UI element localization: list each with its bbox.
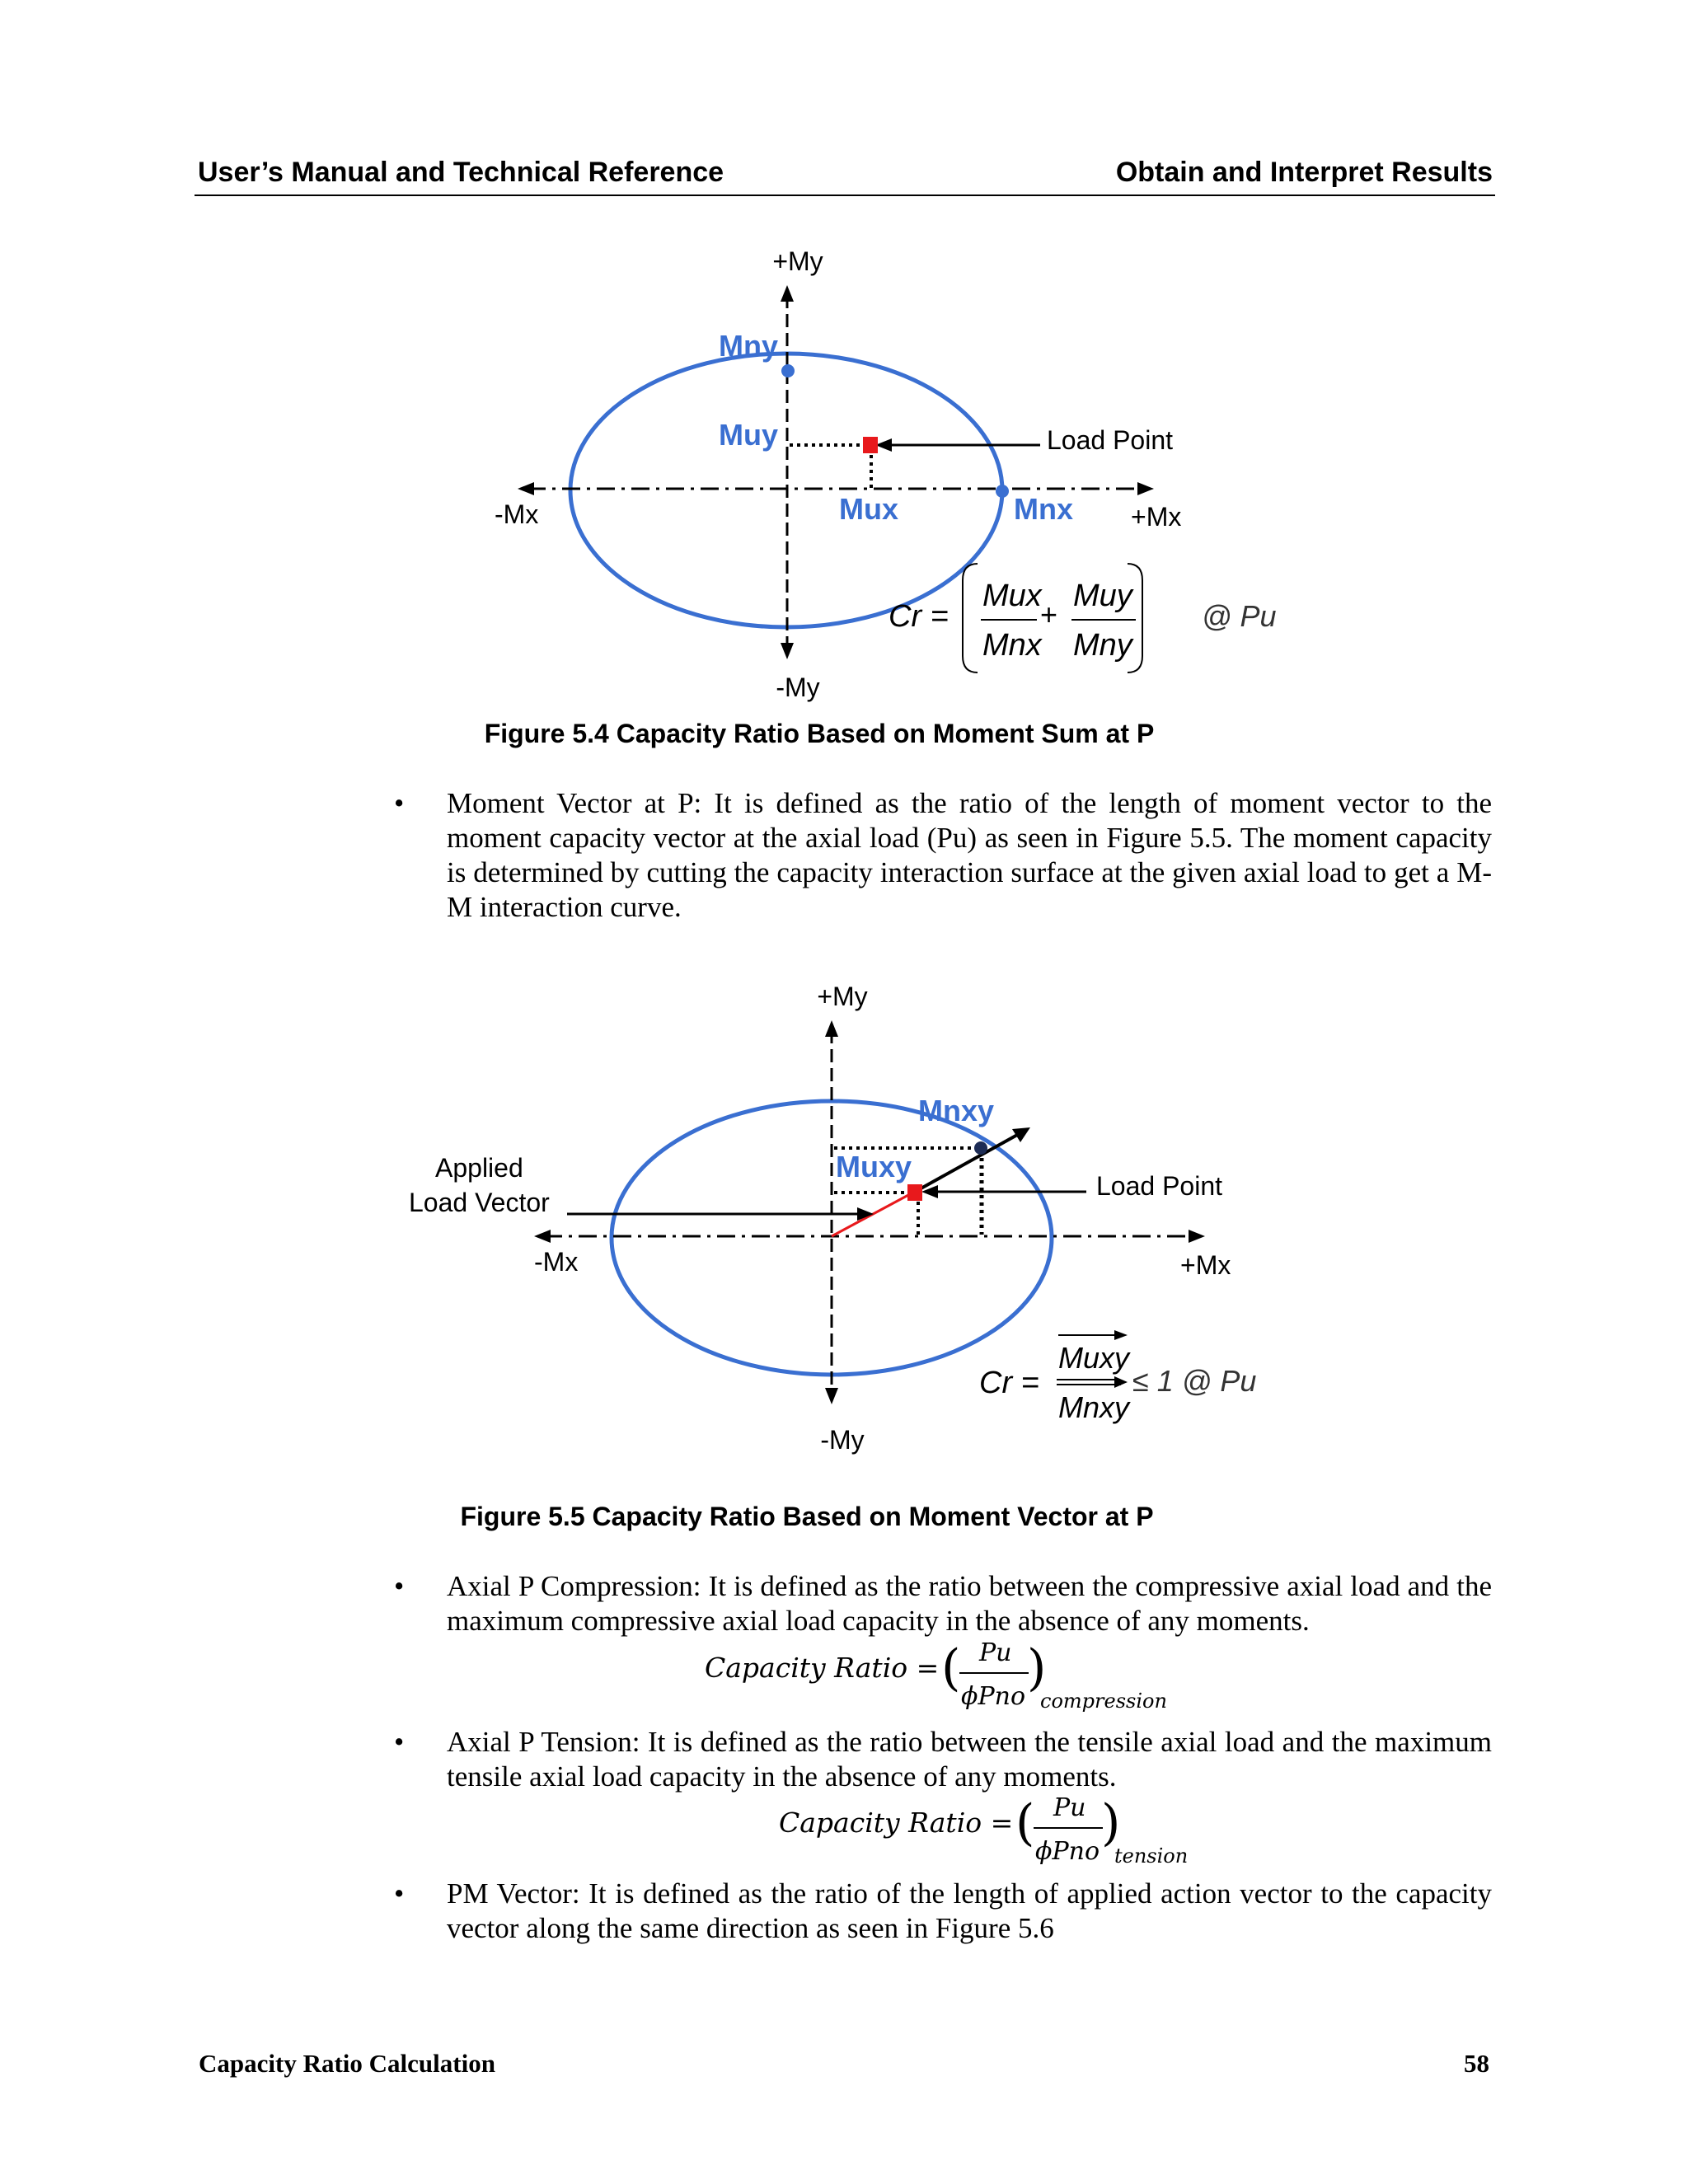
eq-compression-sub: compression (1040, 1690, 1167, 1713)
load-point-label: Load Point (1047, 425, 1174, 455)
figure-5-4-caption: Figure 5.4 Capacity Ratio Based on Moment Sum at P (484, 719, 1155, 748)
axis-label-neg-x: -Mx (534, 1247, 579, 1277)
x-axis-left-arrow (518, 482, 534, 495)
eq-compression-lhs: Capacity Ratio = (705, 1652, 940, 1684)
eq-tension-close-paren: ) (1101, 1794, 1121, 1852)
mux-label: Mux (839, 492, 898, 526)
eq-tension-num: Pu (1053, 1793, 1086, 1822)
axis-label-pos-y: +My (772, 246, 823, 276)
bullet-pm-vector-text: PM Vector: It is defined as the ratio of the length of applied action vector to the capacity vector along the same direction as seen in Figure 5.6 (447, 1877, 1492, 1944)
eq-tension-den: ϕPno (1035, 1837, 1100, 1866)
footer-section-title: Capacity Ratio Calculation (199, 2049, 495, 2078)
figure-5-5-diagram (0, 972, 1688, 1467)
formula-cr: Cr = (979, 1366, 1039, 1400)
axis-label-pos-y: +My (817, 982, 868, 1011)
eq-tension-lhs: Capacity Ratio = (779, 1807, 1014, 1839)
bullet-pm-vector (396, 1877, 1492, 1951)
mny-label: Mny (719, 329, 778, 363)
bullet-dot: • (394, 1877, 405, 1910)
axis-label-neg-y: -My (776, 673, 820, 702)
applied-label-line-2: Load Vector (409, 1188, 550, 1217)
eq-compression-close-paren: ) (1027, 1639, 1047, 1697)
capacity-vector (917, 1134, 1019, 1191)
load-point-label: Load Point (1096, 1171, 1223, 1201)
mnxy-label: Mnxy (918, 1094, 995, 1127)
formula-num-overarrow-head (1114, 1330, 1128, 1340)
eq-compression-num: Pu (979, 1638, 1012, 1667)
x-axis-right-arrow (1137, 482, 1154, 495)
y-axis-bottom-arrow (825, 1388, 838, 1404)
load-point-marker (863, 437, 878, 453)
bullet-moment-vector-text: Moment Vector at P: It is defined as the ratio of the length of moment vector to the moment capacity vector at the axial load (Pu) as seen in Figure 5.5. The moment capacity is determined by cutting the capacity interaction surface at the given axial load to get a M-M interaction curve. (447, 787, 1492, 923)
figure-5-5-caption: Figure 5.5 Capacity Ratio Based on Moment Vector at P (460, 1502, 1154, 1531)
formula-at-pu: @ Pu (1202, 599, 1277, 633)
header-rule (195, 194, 1495, 196)
formula-plus: + (1040, 598, 1058, 631)
axis-label-neg-y: -My (820, 1425, 865, 1455)
x-axis-right-arrow (1189, 1230, 1205, 1243)
formula-num: Muxy (1058, 1341, 1130, 1375)
bullet-dot: • (394, 1570, 405, 1602)
y-axis-top-arrow (825, 1020, 838, 1037)
equation-compression (0, 1633, 1688, 1721)
figure-5-5 (0, 972, 1688, 1467)
figure-5-4 (0, 231, 1688, 709)
load-point-marker (907, 1184, 922, 1201)
axis-label-pos-x: +Mx (1131, 502, 1182, 532)
applied-label-line-1: Applied (435, 1153, 523, 1183)
formula-den-1: Mnx (982, 628, 1042, 663)
formula-moment-vector (979, 1330, 1256, 1424)
formula-den-2: Mny (1073, 628, 1132, 663)
axis-label-pos-x: +Mx (1180, 1250, 1231, 1280)
formula-num-2: Muy (1073, 579, 1132, 613)
bullet-dot: • (394, 1726, 405, 1758)
eq-compression-den: ϕPno (961, 1682, 1026, 1711)
eq-tension-sub: tension (1114, 1844, 1189, 1868)
formula-cr: Cr = (889, 599, 949, 634)
muy-label: Muy (719, 418, 778, 452)
y-axis-bottom-arrow (781, 643, 794, 659)
x-axis-left-arrow (534, 1230, 551, 1243)
equation-tension (0, 1788, 1688, 1876)
bullet-moment-vector (396, 786, 1492, 926)
axis-label-neg-x: -Mx (495, 499, 539, 529)
formula-num-1: Mux (982, 579, 1042, 613)
equation-compression-svg (0, 1633, 1688, 1721)
formula-den: Mnxy (1058, 1390, 1130, 1424)
bullet-compression (396, 1569, 1492, 1643)
mny-point (781, 364, 795, 377)
header-left-title: User’s Manual and Technical Reference (198, 157, 724, 188)
bullet-compression-text: Axial P Compression: It is defined as the ratio between the compressive axial load and the maximum compressive axial load capacity in the absence of any moments. (447, 1570, 1492, 1637)
header-right-title: Obtain and Interpret Results (1115, 157, 1493, 188)
muxy-label: Muxy (836, 1150, 912, 1183)
mnx-point (996, 485, 1009, 498)
eq-tension-open-paren: ( (1015, 1794, 1035, 1852)
formula-fraction-bar-head (1114, 1376, 1128, 1388)
mnx-label: Mnx (1014, 492, 1073, 526)
equation-tension-svg (0, 1788, 1688, 1876)
mnxy-point (974, 1141, 987, 1155)
y-axis-top-arrow (781, 285, 794, 302)
figure-5-4-diagram (0, 231, 1688, 709)
formula-tail: ≤ 1 @ Pu (1132, 1364, 1257, 1398)
formula-left-bracket (963, 564, 978, 673)
bullet-dot: • (394, 787, 405, 819)
bullet-tension-text: Axial P Tension: It is defined as the ratio between the tensile axial load and the maximum tensile axial load capacity in the absence of any moments. (447, 1726, 1492, 1793)
eq-compression-open-paren: ( (941, 1639, 961, 1697)
footer-page-number: 58 (1464, 2049, 1489, 2078)
